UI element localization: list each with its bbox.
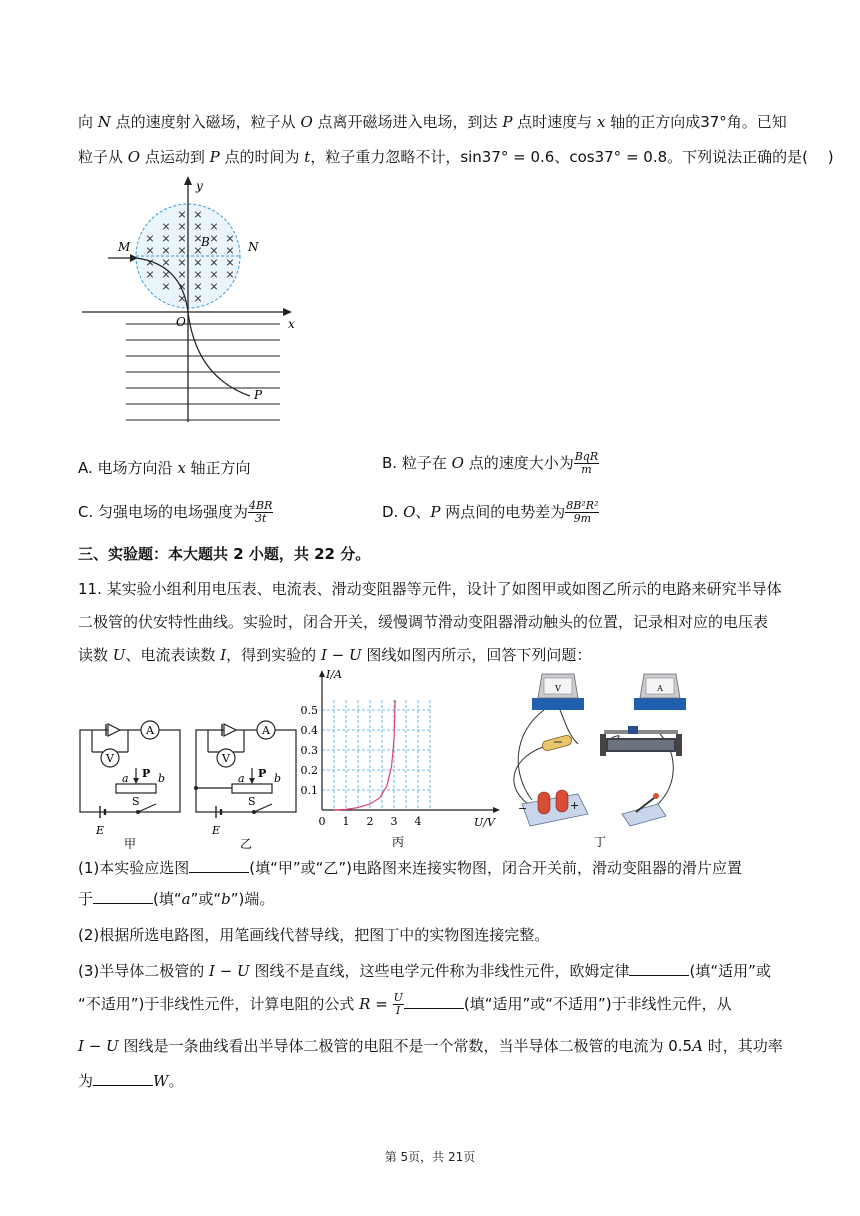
iu-curve (334, 700, 395, 810)
apparatus-diagram (508, 664, 692, 852)
answer-blank-4[interactable] (404, 994, 464, 1009)
electric-field-lines (126, 324, 280, 420)
x-tick-label: 0 (318, 815, 326, 828)
field-diagram (78, 172, 308, 434)
svg-text:V: V (106, 752, 114, 765)
y-tick-label: 0.4 (300, 724, 318, 737)
svg-text:P: P (258, 767, 267, 780)
field-cross: × (209, 244, 219, 257)
field-cross: × (177, 256, 187, 269)
option-D[interactable]: D. O、P 两点间的电势差为 $\frac{\text{8B²R²}}{9m}$ (382, 499, 599, 525)
option-A[interactable]: A. 电场方向沿 x 轴正方向 (78, 459, 251, 477)
field-cross: × (177, 232, 187, 245)
q10-line2: 粒子从 O 点运动到 P 点的时间为 t，粒子重力忽略不计，sin37° = 0.6、cos37° = 0.8。下列说法正确的是( ) (78, 148, 834, 166)
svg-text:甲: 甲 (124, 837, 137, 851)
field-cross: × (193, 268, 203, 281)
field-cross: × (145, 256, 155, 269)
field-cross: × (193, 280, 203, 293)
label-x: x (288, 317, 295, 331)
field-cross: × (145, 232, 155, 245)
q11-line2: 二极管的伏安特性曲线。实验时，闭合开关，缓慢调节滑动变阻器滑动触头的位置，记录相对应的电压表 (78, 613, 769, 631)
svg-text:V: V (222, 752, 230, 765)
rheostat-device (600, 726, 682, 756)
y-tick-label: 0.2 (300, 764, 318, 777)
x-tick-label: 1 (342, 815, 350, 828)
label-O: O (176, 315, 186, 329)
q11-sub3a: (3)半导体二极管的 I − U 图线不是直线，这些电学元件称为非线性元件，欧姆定律 (填“适用”或 (78, 962, 771, 980)
svg-text:S: S (248, 795, 256, 808)
svg-text:S: S (132, 795, 140, 808)
field-cross: × (177, 280, 187, 293)
field-cross: × (209, 232, 219, 245)
svg-text:乙: 乙 (240, 837, 253, 851)
chart-grid (322, 700, 430, 810)
svg-text:A: A (262, 724, 270, 737)
diode-symbol (222, 724, 236, 736)
svg-text:−: − (518, 802, 528, 815)
field-cross: × (193, 256, 203, 269)
field-cross: × (177, 220, 187, 233)
chart-caption: 丙 (391, 835, 405, 849)
y-tick-label: 0.3 (300, 744, 318, 757)
field-cross: × (145, 244, 155, 257)
field-cross: × (193, 232, 203, 245)
field-cross: × (161, 220, 171, 233)
label-M: M (118, 240, 131, 254)
field-cross: × (161, 244, 171, 257)
section-heading: 三、实验题：本大题共 2 小题，共 22 分。 (78, 545, 371, 563)
apparatus-caption: 丁 (593, 835, 607, 849)
svg-text:P: P (142, 767, 151, 780)
field-cross: × (225, 256, 235, 269)
field-cross: × (161, 280, 171, 293)
field-cross: × (209, 280, 219, 293)
q11-sub3d: 为 W。 (78, 1072, 184, 1090)
field-cross: × (177, 208, 187, 221)
x-tick-label: 2 (366, 815, 374, 828)
x-tick-label: 4 (414, 815, 422, 828)
q11-sub3c: I − U 图线是一条曲线看出半导体二极管的电阻不是一个常数，当半导体二极管的电流为 0.5A 时，其功率 (78, 1037, 783, 1055)
page-footer: 第 5页，共 21页 (384, 1150, 476, 1164)
switch-symbol (254, 804, 272, 812)
answer-blank-1[interactable] (189, 858, 249, 873)
q10-line1: 向 N 点的速度射入磁场，粒子从 O 点离开磁场进入电场，到达 P 点时速度与 x 轴的正方向成37°角。已知 (78, 113, 787, 131)
field-cross: × (209, 256, 219, 269)
field-cross: × (161, 268, 171, 281)
q11-sub3b: “不适用”)于非线性元件，计算电阻的公式 R = $\frac{U}{I}$ (填“适用”或“不适用”)于非线性元件，从 (78, 991, 732, 1017)
x-tick-label: 3 (390, 815, 398, 828)
ammeter-device (634, 674, 686, 710)
svg-text:A: A (657, 684, 663, 693)
field-cross: × (209, 268, 219, 281)
rheostat-symbol (232, 784, 272, 793)
option-C[interactable]: C. 匀强电场的电场强度为 $\frac{4BR}{3t}$ (78, 499, 273, 525)
svg-text:b: b (158, 772, 166, 785)
q11-sub2: (2)根据所选电路图，用笔画线代替导线，把图丁中的实物图连接完整。 (78, 926, 550, 944)
field-cross: × (177, 244, 187, 257)
y-tick-label: 0.5 (300, 704, 318, 717)
svg-text:+: + (570, 799, 580, 812)
svg-text:a: a (238, 772, 245, 785)
field-cross: × (225, 268, 235, 281)
voltmeter-device (532, 674, 584, 710)
field-cross: × (193, 220, 203, 233)
label-N: N (248, 240, 259, 254)
field-cross: × (177, 292, 187, 305)
field-cross: × (177, 268, 187, 281)
field-cross: × (209, 220, 219, 233)
iu-chart (300, 664, 510, 852)
svg-text:E: E (96, 824, 105, 837)
y-axis-arrow (184, 176, 192, 185)
wire (518, 710, 544, 800)
label-B: B (201, 235, 210, 249)
chart-ylabel: I/A (326, 668, 342, 681)
field-cross: × (225, 232, 235, 245)
answer-blank-3[interactable] (629, 961, 689, 976)
q11-sub1: (1)本实验应选图 (填“甲”或“乙”)电路图来连接实物图，闭合开关前，滑动变阻器的滑片应置 (78, 859, 743, 877)
y-tick-label: 0.1 (300, 784, 318, 797)
switch-symbol (138, 804, 156, 812)
circuit-yi (192, 710, 302, 852)
switch-device (622, 793, 666, 826)
svg-text:b: b (274, 772, 282, 785)
svg-text:E: E (212, 824, 221, 837)
field-cross: × (193, 244, 203, 257)
field-cross: × (193, 208, 203, 221)
chart-xlabel: U/V (474, 816, 495, 829)
field-cross: × (145, 268, 155, 281)
field-cross: × (225, 244, 235, 257)
field-cross: × (193, 292, 203, 305)
diode-symbol (106, 724, 120, 736)
field-cross: × (161, 232, 171, 245)
q11-line1: 11. 某实验小组利用电压表、电流表、滑动变阻器等元件，设计了如图甲或如图乙所示的电路来研究半导体 (78, 580, 782, 598)
option-B[interactable]: B. 粒子在 O 点的速度大小为 $\frac{\text{BqR}}{m}$ (382, 450, 599, 476)
q11-line3: 读数 U、电流表读数 I，得到实验的 I − U 图线如图丙所示，回答下列问题： (78, 646, 592, 664)
field-cross: × (161, 256, 171, 269)
label-y: y (196, 179, 203, 193)
rheostat-symbol (116, 784, 156, 793)
circuit-jia (76, 710, 186, 852)
answer-blank-2[interactable] (93, 889, 153, 904)
answer-blank-5[interactable] (93, 1071, 153, 1086)
label-P: P (254, 388, 263, 402)
svg-text:A: A (146, 724, 154, 737)
svg-text:V: V (555, 684, 561, 693)
q11-sub1b: 于 (填“a”或“b”)端。 (78, 890, 275, 908)
x-axis-arrow (283, 308, 292, 316)
diode-device (541, 734, 573, 751)
svg-text:a: a (122, 772, 129, 785)
